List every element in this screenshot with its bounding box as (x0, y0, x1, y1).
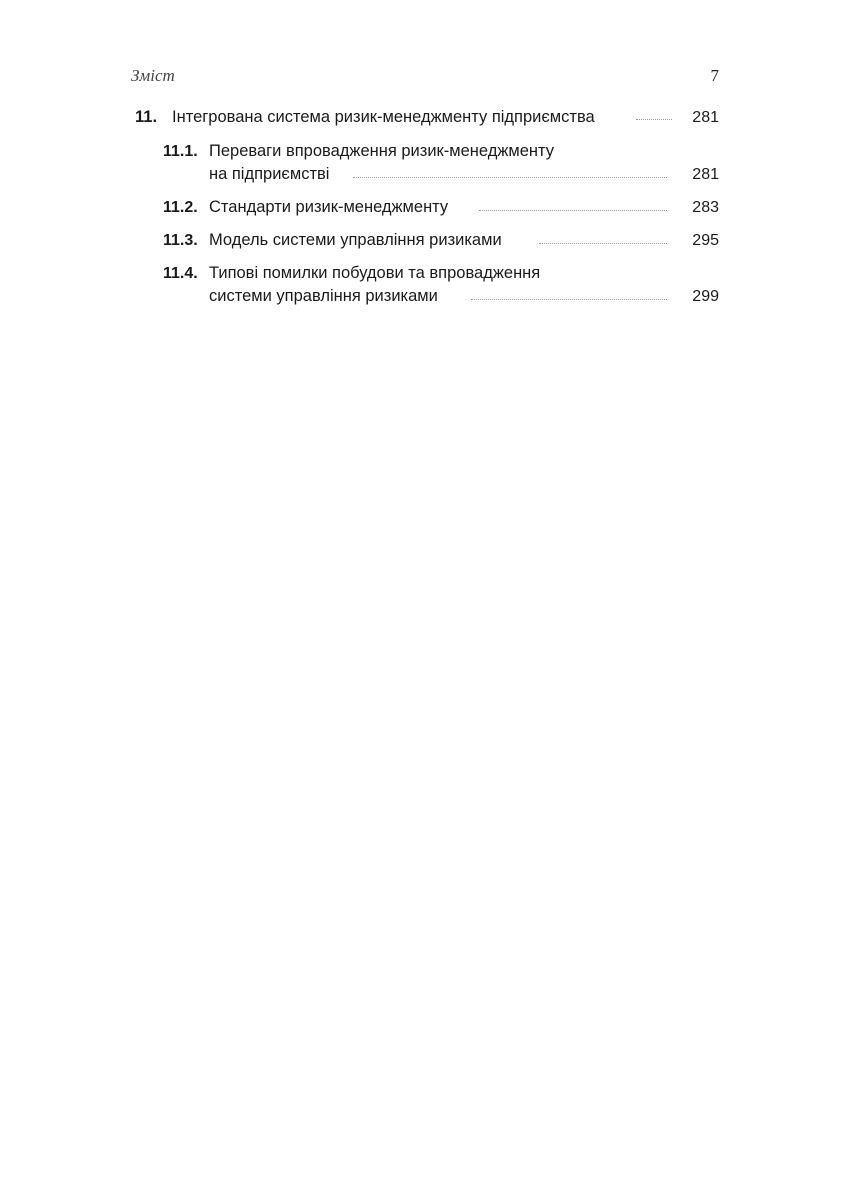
running-title: Зміст (131, 66, 175, 85)
section-page: 295 (692, 232, 719, 249)
section-title-line2: системи управління ризиками (209, 287, 438, 305)
section-title-line1: Типові помилки побудови та впровадження (209, 264, 541, 282)
section-number: 11.3. (163, 232, 198, 249)
toc-section-entry[interactable] (131, 227, 719, 254)
chapter-title: Інтегрована система ризик-менеджменту підприємства (172, 108, 595, 126)
section-title-line2: на підприємстві (209, 165, 330, 183)
section-number: 11.2. (163, 199, 198, 216)
dot-leader (636, 119, 672, 120)
section-number: 11.1. (163, 143, 198, 160)
section-title-line1: Модель системи управління ризиками (209, 231, 502, 249)
page-number: 7 (710, 66, 719, 85)
chapter-page: 281 (692, 109, 719, 126)
section-title-line1: Стандарти ризик-менеджменту (209, 198, 449, 216)
toc-section-entry[interactable] (131, 194, 719, 221)
section-title-line1: Переваги впровадження ризик-менеджменту (209, 142, 554, 160)
dot-leader (479, 210, 667, 211)
toc-section-entry[interactable] (131, 138, 719, 188)
dot-leader (539, 243, 667, 244)
chapter-number: 11. (135, 108, 158, 126)
dot-leader (353, 177, 667, 178)
section-page: 299 (692, 288, 719, 305)
section-page: 281 (692, 166, 719, 183)
running-head (131, 66, 719, 88)
toc-chapter-entry[interactable] (131, 104, 719, 131)
dot-leader (471, 299, 667, 300)
section-number: 11.4. (163, 265, 198, 282)
toc-section-entry[interactable] (131, 260, 719, 310)
section-page: 283 (692, 199, 719, 216)
